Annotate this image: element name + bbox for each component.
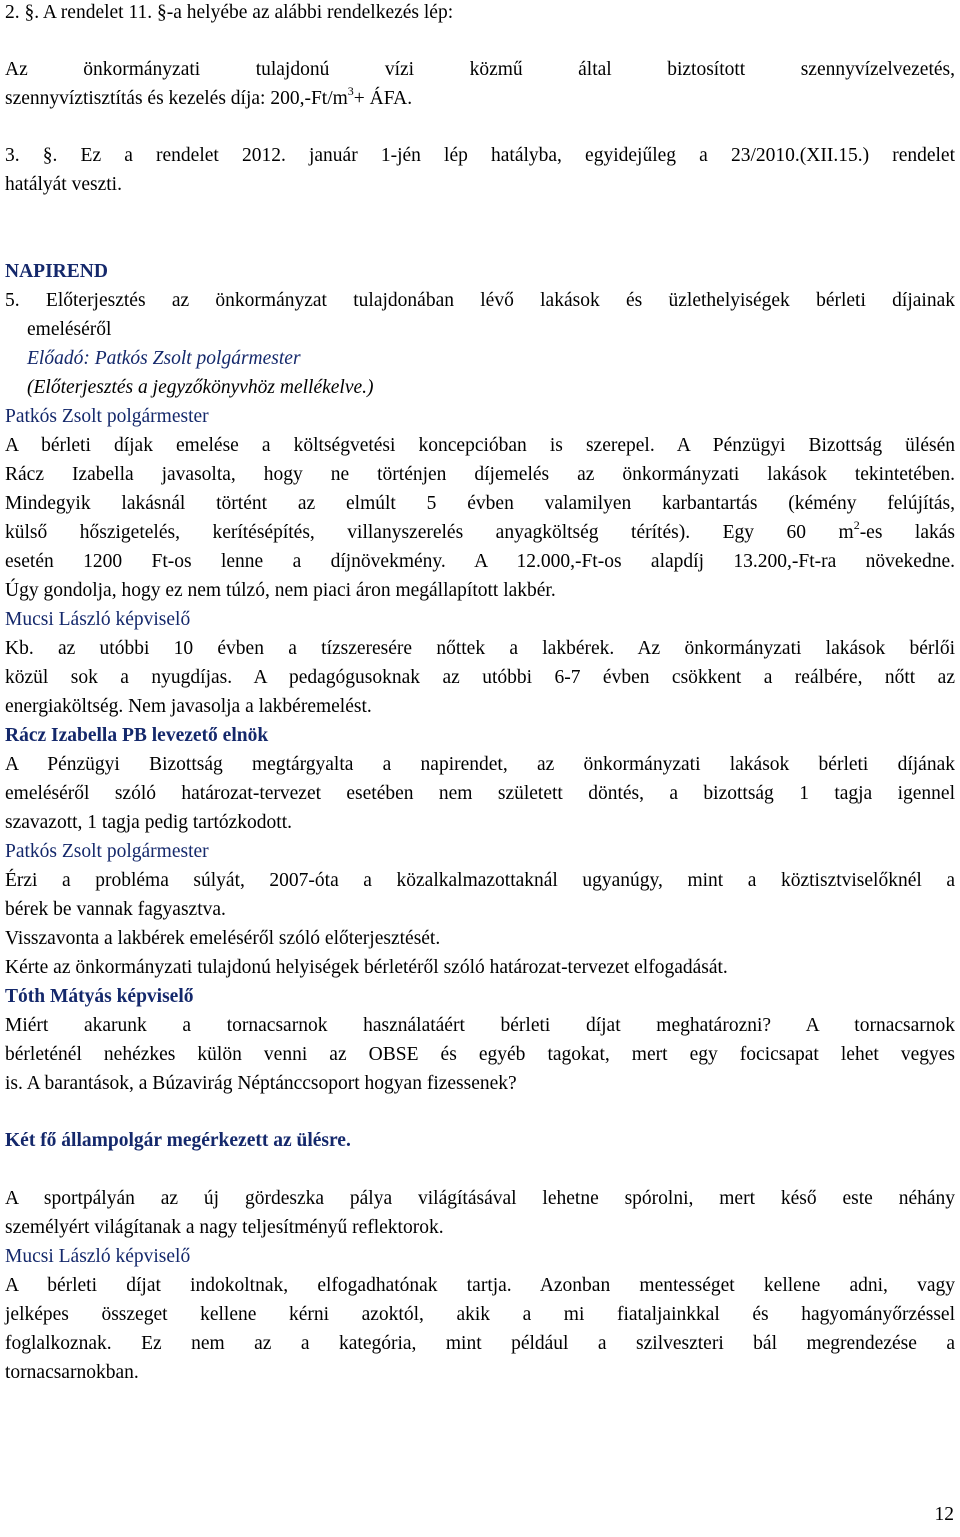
agenda-item-line: 5. Előterjesztés az önkormányzat tulajdonában lévő lakások és üzlethelyiségek bérleti díjainak xyxy=(5,290,955,311)
speech-line: Érzi a probléma súlyát, 2007-óta a közalkalmazottaknál ugyanúgy, mint a köztisztviselőknél a xyxy=(5,870,955,891)
speech-line: is. A barantások, a Búzavirág Néptánccsoport hogyan fizessenek? xyxy=(5,1073,517,1094)
speaker-name: Patkós Zsolt polgármester xyxy=(5,406,209,427)
speech-line: Mindegyik lakásnál történt az elmúlt 5 évben valamilyen karbantartás (kémény felújítás, xyxy=(5,493,955,514)
section-2-text-part: szennyvíztisztítás és kezelés díja: 200,-Ft/m xyxy=(5,88,348,109)
speech-line: bérek be vannak fagyasztva. xyxy=(5,899,226,920)
section-2-text-line xyxy=(5,84,412,113)
speech-line: Kb. az utóbbi 10 évben a tízszeresére nőttek a lakbérek. Az önkormányzati lakások bérlői xyxy=(5,638,955,659)
speech-line: szavazott, 1 tagja pedig tartózkodott. xyxy=(5,812,292,833)
speech-line: A bérleti díjat indokoltnak, elfogadhatónak tartja. Azonban mentességet kellene adni, vagy xyxy=(5,1275,955,1296)
section-2-text-part: + ÁFA. xyxy=(353,88,413,109)
speech-line: Rácz Izabella javasolta, hogy ne történjen díjemelés az önkormányzati lakások tekintetében. xyxy=(5,464,955,485)
superscript: 2 xyxy=(853,517,860,532)
speaker-name: Tóth Mátyás képviselő xyxy=(5,986,194,1007)
speaker-name: Rácz Izabella PB levezető elnök xyxy=(5,725,269,746)
speech-line: Miért akarunk a tornacsarnok használatáért bérleti díjat meghatározni? A tornacsarnok xyxy=(5,1015,955,1036)
speech-line: bérleténél nehézkes külön venni az OBSE és egyéb tagokat, mert egy focicsapat lehet vegyes xyxy=(5,1044,955,1065)
speech-line: foglalkoznak. Ez nem az a kategória, mint például a szilveszteri bál megrendezése a xyxy=(5,1333,955,1354)
section-2-heading: 2. §. A rendelet 11. §-a helyébe az alábbi rendelkezés lép: xyxy=(5,2,454,23)
speech-line: jelképes összeget kellene kérni azoktól, akik a mi fiataljainkkal és hagyományőrzéssel xyxy=(5,1304,955,1325)
speech-line: közül sok a nyugdíjas. A pedagógusoknak az utóbbi 6-7 évben csökkent a reálbére, nőtt az xyxy=(5,667,955,688)
paragraph-line: A sportpályán az új gördeszka pálya világításával lehetne spórolni, mert késő este néhány xyxy=(5,1188,955,1209)
arrival-note: Két fő állampolgár megérkezett az ülésre. xyxy=(5,1130,351,1151)
speech-line: emeléséről szóló határozat-tervezet esetében nem született döntés, a bizottság 1 tagja igennel xyxy=(5,783,955,804)
speech-line: tornacsarnokban. xyxy=(5,1362,139,1383)
agenda-heading: NAPIREND xyxy=(5,261,108,282)
speech-text-part: -es lakás xyxy=(859,522,955,543)
speech-line: Kérte az önkormányzati tulajdonú helyiségek bérletéről szóló határozat-tervezet elfogadását. xyxy=(5,957,728,978)
speech-line: A Pénzügyi Bizottság megtárgyalta a napirendet, az önkormányzati lakások bérleti díjának xyxy=(5,754,955,775)
speech-line: Úgy gondolja, hogy ez nem túlzó, nem piaci áron megállapított lakbér. xyxy=(5,580,556,601)
speech-line: Visszavonta a lakbérek emeléséről szóló előterjesztését. xyxy=(5,928,441,949)
paragraph-line: személyért világítanak a nagy teljesítményű reflektorok. xyxy=(5,1217,444,1238)
speech-text-part: külső hőszigetelés, kerítésépítés, villanyszerelés anyagköltség térítés). Egy 60 m xyxy=(5,522,854,543)
agenda-presenter: Előadó: Patkós Zsolt polgármester xyxy=(27,348,301,369)
agenda-attachment-note: (Előterjesztés a jegyzőkönyvhöz mellékelve.) xyxy=(27,377,374,398)
speaker-name: Patkós Zsolt polgármester xyxy=(5,841,209,862)
superscript: 3 xyxy=(347,83,354,98)
speech-line: esetén 1200 Ft-os lenne a díjnövekmény. A 12.000,-Ft-os alapdíj 13.200,-Ft-ra növekedne. xyxy=(5,551,955,572)
speaker-name: Mucsi László képviselő xyxy=(5,1246,191,1267)
speech-line xyxy=(5,518,955,547)
speaker-name: Mucsi László képviselő xyxy=(5,609,191,630)
page-number: 12 xyxy=(934,1504,954,1525)
section-2-text-line: Az önkormányzati tulajdonú vízi közmű által biztosított szennyvízelvezetés, xyxy=(5,59,955,80)
speech-line: energiaköltség. Nem javasolja a lakbéremelést. xyxy=(5,696,372,717)
section-3-text-line: 3. §. Ez a rendelet 2012. január 1-jén lép hatályba, egyidejűleg a 23/2010.(XII.15.) rendelet xyxy=(5,145,955,166)
speech-line: A bérleti díjak emelése a költségvetési koncepcióban is szerepel. A Pénzügyi Bizottság ülésén xyxy=(5,435,955,456)
agenda-item-line: emeléséről xyxy=(27,319,112,340)
section-3-text-line: hatályát veszti. xyxy=(5,174,122,195)
